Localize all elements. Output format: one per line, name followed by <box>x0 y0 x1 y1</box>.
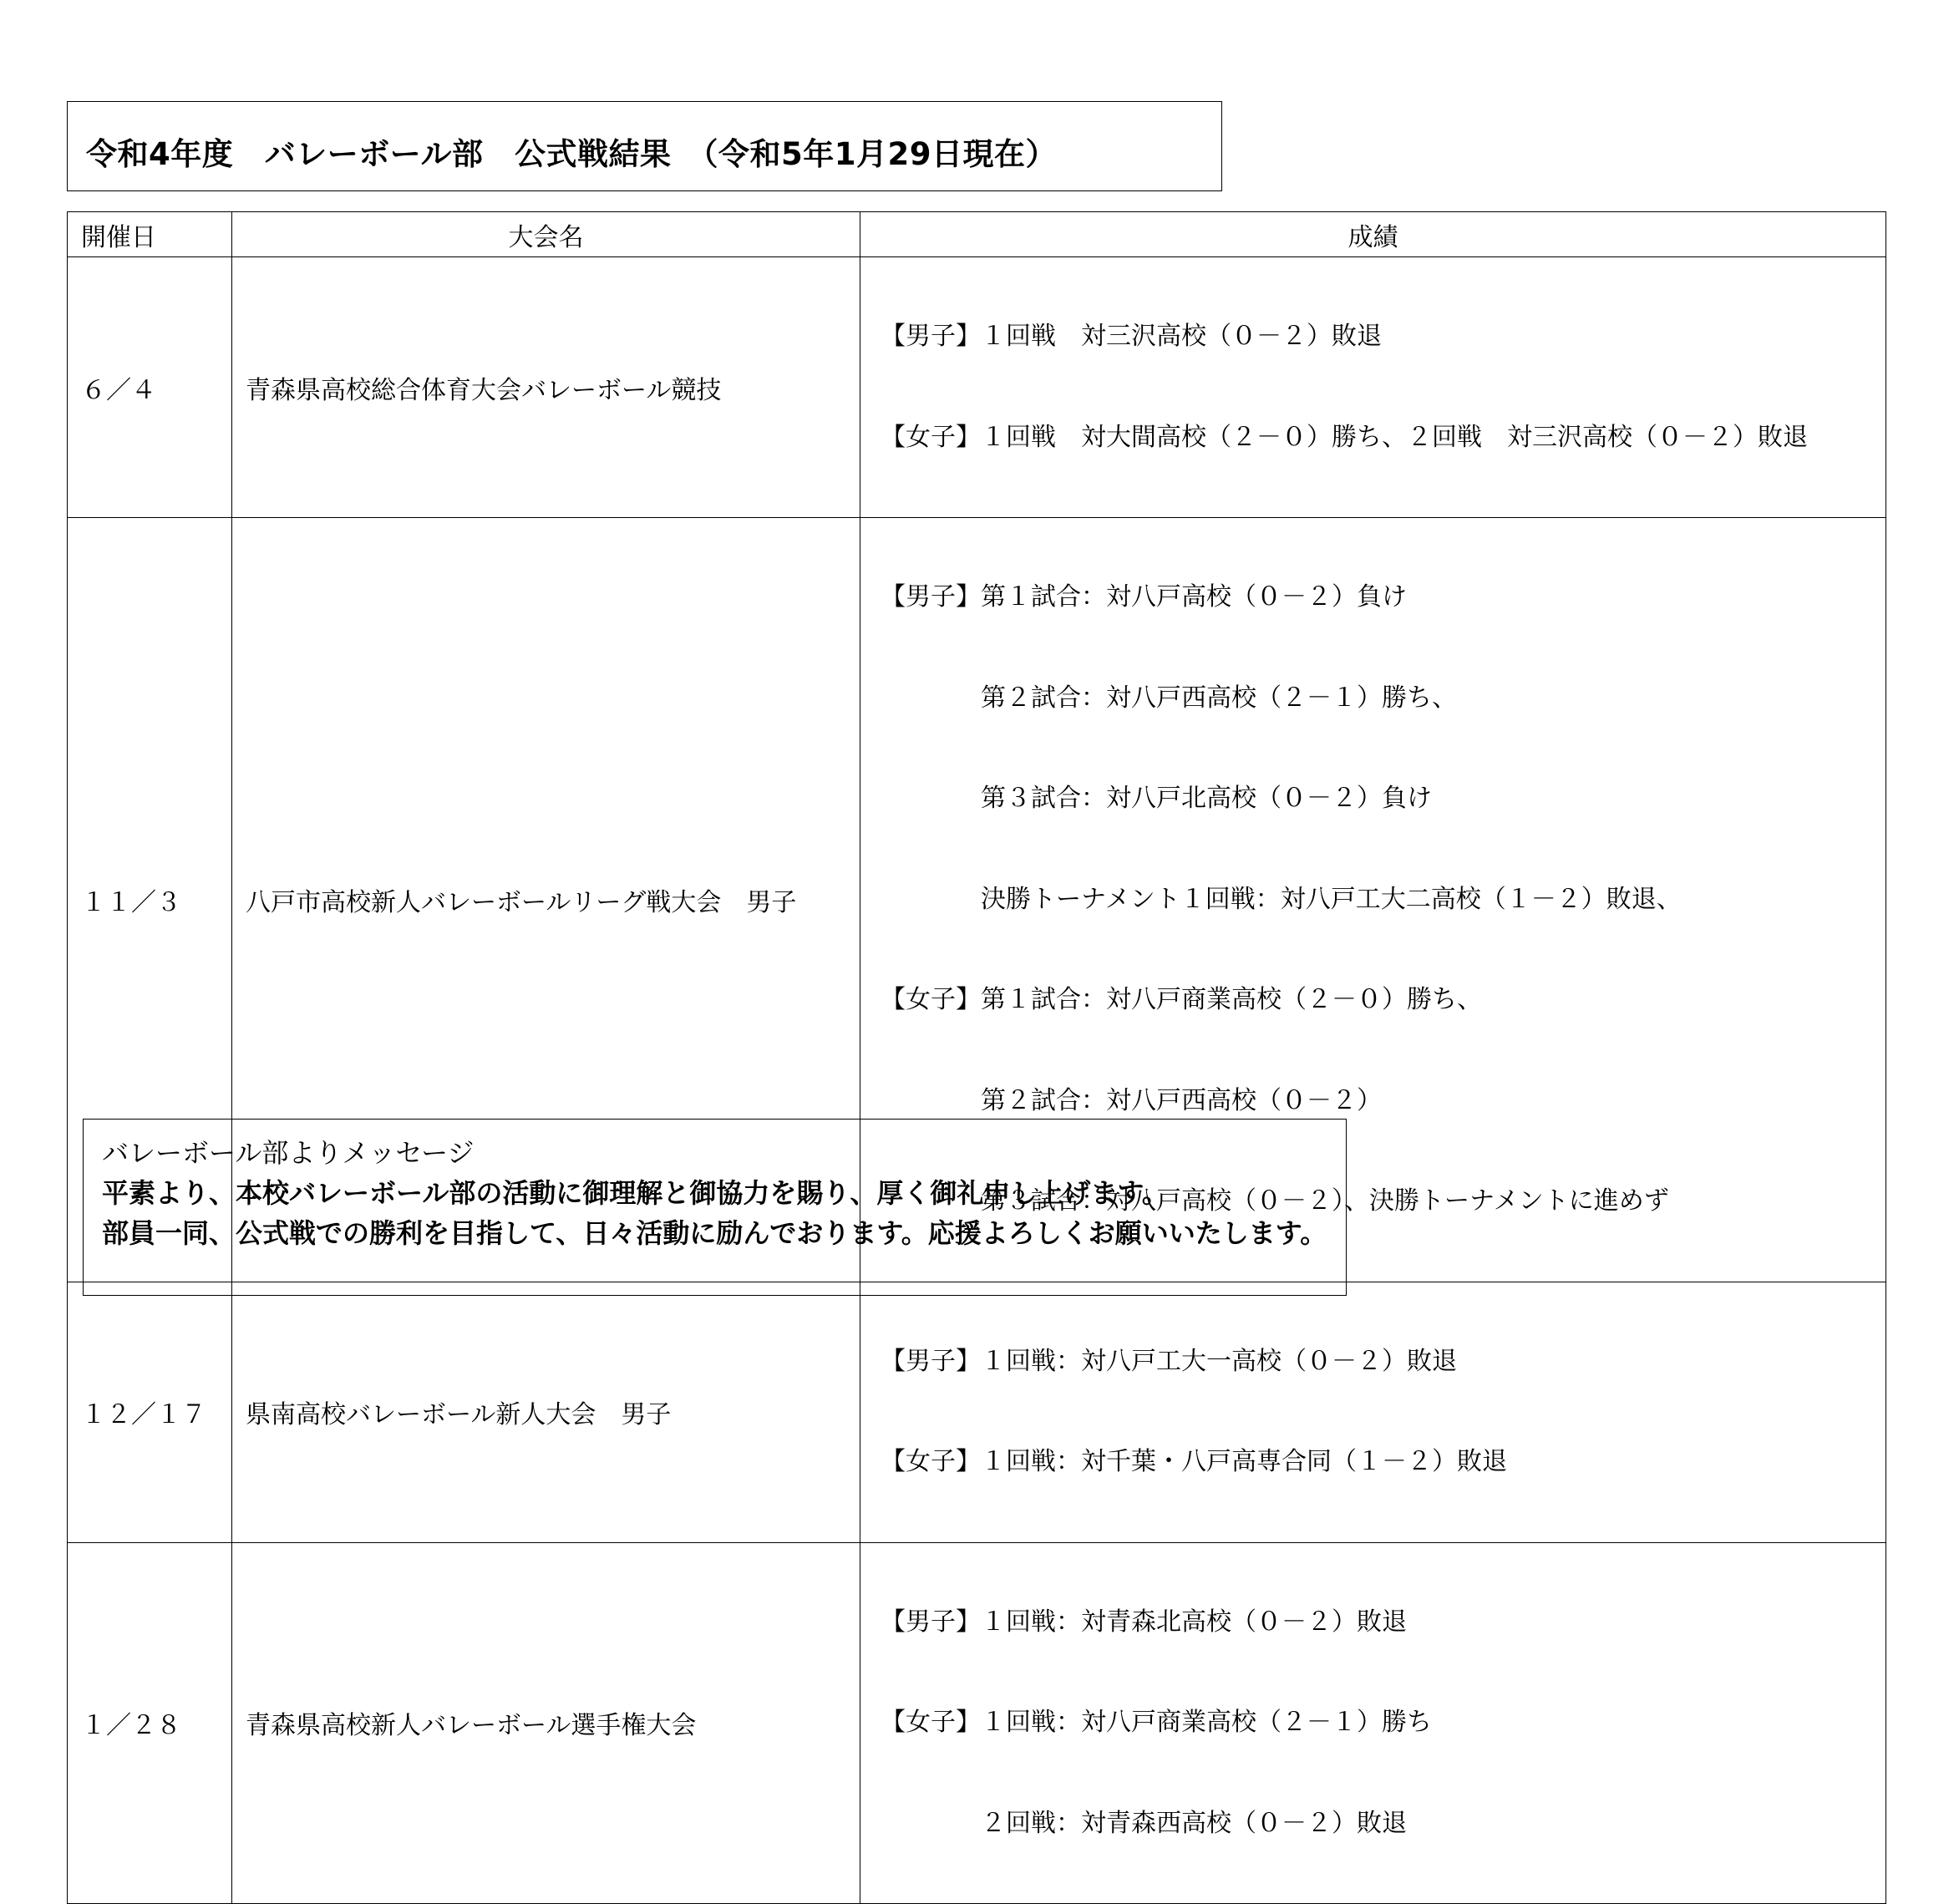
results-table <box>67 211 1886 1904</box>
result-line: 【男子】１回戦 対三沢高校（０－２）敗退 <box>881 322 1382 351</box>
row-results <box>860 257 1886 518</box>
result-line: ２回戦：対青森西高校（０－２）敗退 <box>881 1808 1407 1838</box>
row-date: １／２８ <box>68 1542 232 1904</box>
row-date: １１／３ <box>68 518 232 1282</box>
result-line: 第３試合：対八戸高校（０－２）、決勝トーナメントに進めず <box>881 1186 1669 1216</box>
row-tournament-name: 県南高校バレーボール新人大会 男子 <box>232 1282 860 1542</box>
result-line: 【男子】第１試合：対八戸高校（０－２）負け <box>881 582 1407 612</box>
row-date: １２／１７ <box>68 1282 232 1542</box>
message-box <box>83 1119 1347 1296</box>
row-date: ６／４ <box>68 257 232 518</box>
table-row <box>68 1542 1886 1904</box>
header-tournament-name: 大会名 <box>232 212 860 257</box>
result-line: 【女子】第１試合：対八戸商業高校（２－０）勝ち、 <box>881 985 1482 1014</box>
row-results <box>860 1282 1886 1542</box>
result-line: 第３試合：対八戸北高校（０－２）負け <box>881 784 1432 813</box>
row-tournament-name: 青森県高校総合体育大会バレーボール競技 <box>232 257 860 518</box>
result-line: 【女子】１回戦：対千葉・八戸高専合同（１－２）敗退 <box>881 1447 1507 1476</box>
message-heading: バレーボール部よりメッセージ <box>102 1137 475 1169</box>
result-line: 第２試合：対八戸西高校（０－２） <box>881 1085 1382 1115</box>
title-box <box>67 101 1222 191</box>
message-line: 平素より、本校バレーボール部の活動に御理解と御協力を賜り、厚く御礼申し上げます。 <box>102 1177 1169 1209</box>
result-line: 決勝トーナメント１回戦：対八戸工大二高校（１－２）敗退、 <box>881 884 1682 914</box>
result-line: 【女子】１回戦：対八戸商業高校（２－１）勝ち <box>881 1708 1432 1737</box>
header-result: 成績 <box>860 212 1886 257</box>
result-line: 【男子】１回戦：対青森北高校（０－２）敗退 <box>881 1607 1407 1637</box>
page-title: 令和4年度 バレーボール部 公式戦結果 （令和5年1月29日現在） <box>86 136 1057 172</box>
result-line: 【女子】１回戦 対大間高校（２－０）勝ち、２回戦 対三沢高校（０－２）敗退 <box>881 422 1808 452</box>
table-row <box>68 1282 1886 1542</box>
row-tournament-name: 八戸市高校新人バレーボールリーグ戦大会 男子 <box>232 518 860 1282</box>
header-date: 開催日 <box>68 212 232 257</box>
result-line: 【男子】１回戦：対八戸工大一高校（０－２）敗退 <box>881 1346 1457 1376</box>
table-row <box>68 257 1886 518</box>
row-tournament-name: 青森県高校新人バレーボール選手権大会 <box>232 1542 860 1904</box>
row-results <box>860 1542 1886 1904</box>
message-line: 部員一同、公式戦での勝利を目指して、日々活動に励んでおります。応援よろしくお願いいたします。 <box>102 1217 1327 1249</box>
result-line: 第２試合：対八戸西高校（２－１）勝ち、 <box>881 683 1457 713</box>
table-header-row <box>68 212 1886 257</box>
